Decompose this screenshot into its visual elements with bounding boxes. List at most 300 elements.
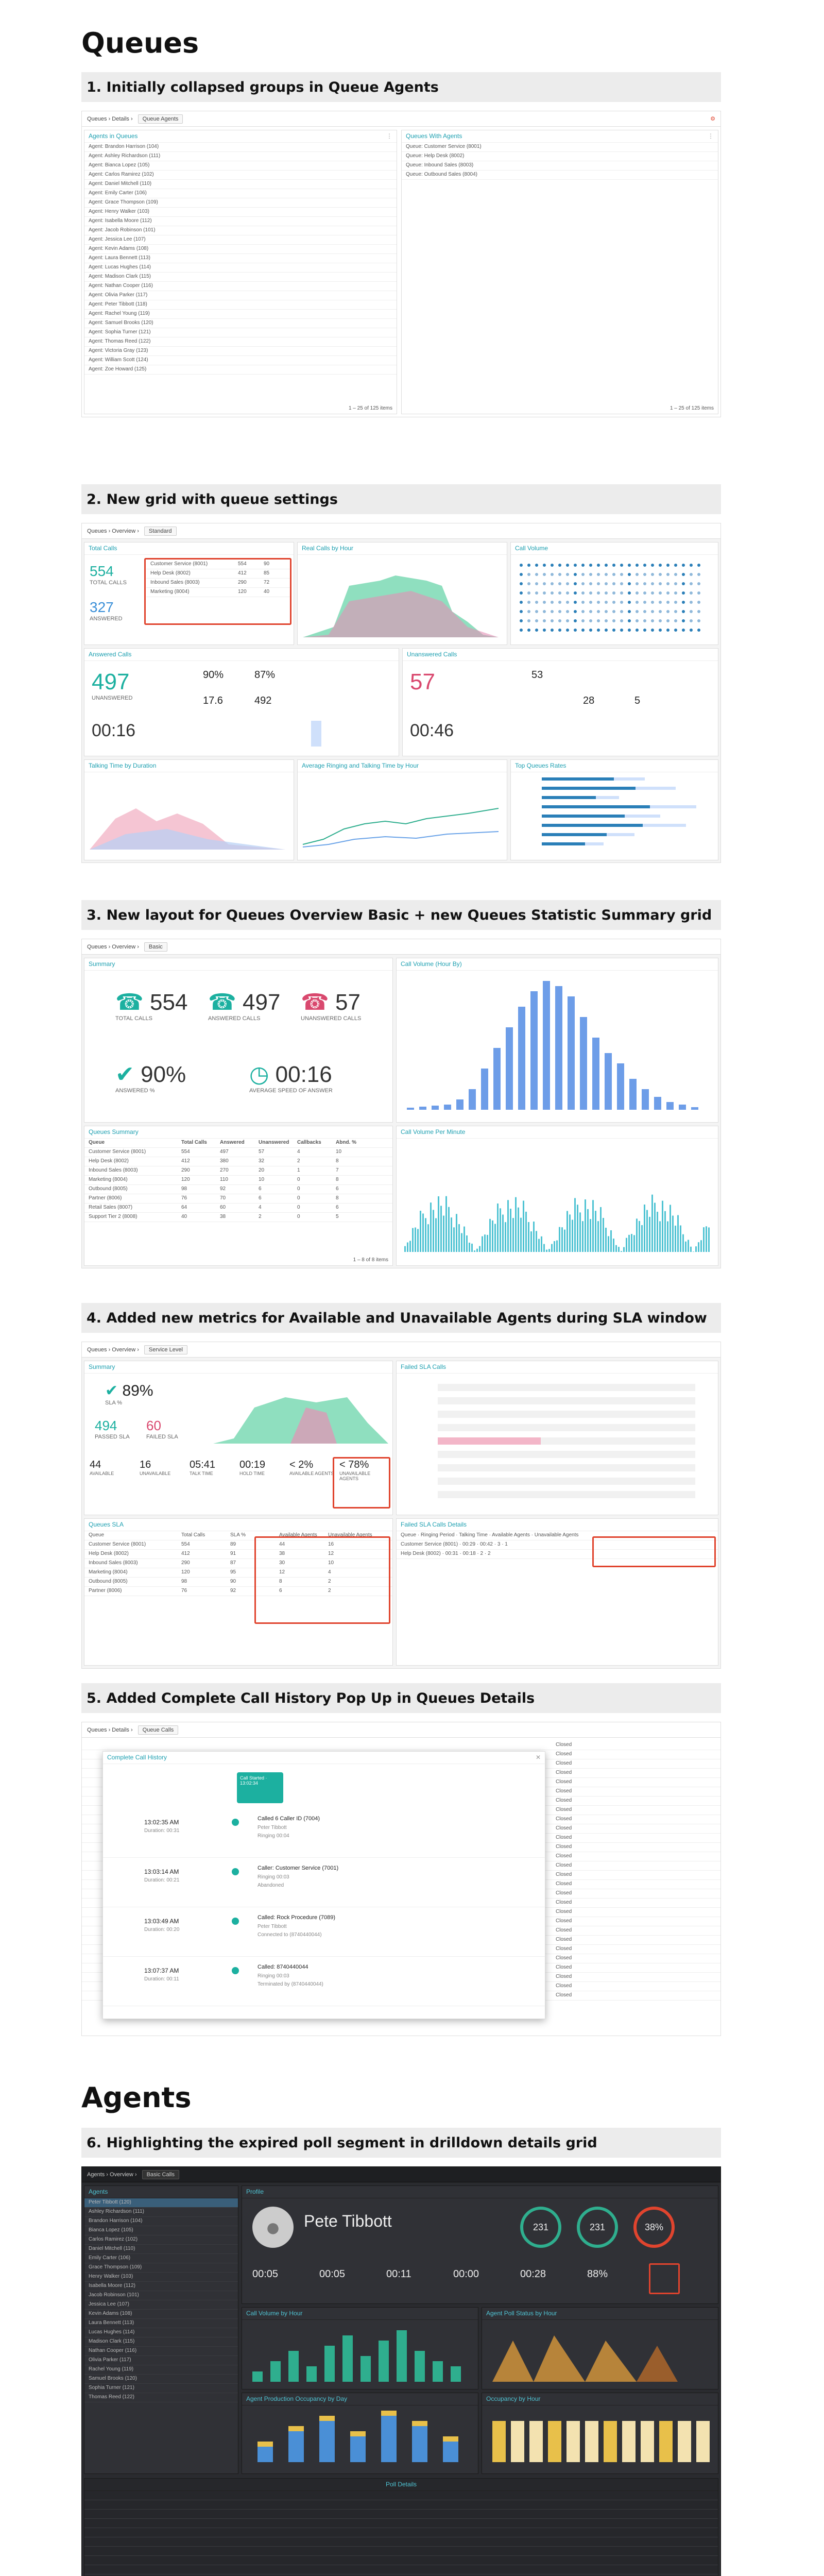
status-cell: Closed <box>556 1798 572 1803</box>
heat-dot <box>620 591 623 595</box>
heat-dot <box>558 582 561 585</box>
minute-bar <box>690 1247 692 1252</box>
agent-group-row[interactable]: Agent: Henry Walker (103) <box>84 208 397 217</box>
heat-dot <box>589 629 592 632</box>
agent-row[interactable]: Isabella Moore (112) <box>84 2282 238 2291</box>
breadcrumb[interactable]: Queues › Overview › <box>87 943 139 950</box>
column-header[interactable]: Total Calls <box>181 1140 207 1145</box>
heat-dot <box>666 629 670 632</box>
cell: 44 <box>279 1541 285 1547</box>
heat-dot <box>666 610 670 613</box>
agent-row[interactable]: Peter Tibbott (120) <box>84 2198 238 2208</box>
metric-tile <box>140 1459 188 1476</box>
heat-dot <box>659 573 662 576</box>
metric-value: 16 <box>140 1459 151 1470</box>
agent-row[interactable]: Grace Thompson (109) <box>84 2263 238 2273</box>
pager[interactable]: 1 – 8 of 8 items <box>353 1257 388 1263</box>
column-header[interactable]: Unanswered <box>259 1140 289 1145</box>
breadcrumb[interactable]: Queues › Overview › <box>87 1346 139 1353</box>
table-row[interactable] <box>84 1194 392 1204</box>
agent-row[interactable]: Brandon Harrison (104) <box>84 2217 238 2226</box>
cell: 0 <box>297 1195 300 1201</box>
pct-answered: 90% <box>203 669 224 681</box>
cell: 8 <box>336 1195 339 1201</box>
minute-bar <box>564 1230 565 1252</box>
grid-header <box>84 1139 392 1148</box>
hour-occupancy <box>585 2421 598 2462</box>
panel-title: Summary <box>89 1363 115 1370</box>
heat-dot <box>574 610 577 613</box>
agent-group-row[interactable]: Agent: William Scott (124) <box>84 356 397 365</box>
heat-dot <box>566 601 569 604</box>
answered-count: 497 <box>92 669 130 694</box>
pager[interactable]: 1 – 25 of 125 items <box>348 405 392 411</box>
entry-line-b: Peter Tibbott <box>258 1825 287 1831</box>
cell: 16 <box>328 1541 334 1547</box>
column-header[interactable]: Callbacks <box>297 1140 321 1145</box>
column-header[interactable]: Answered <box>220 1140 245 1145</box>
agent-group-row[interactable]: Agent: Olivia Parker (117) <box>84 291 397 300</box>
agent-group-row[interactable]: Agent: Brandon Harrison (104) <box>84 143 397 152</box>
answered-calls-panel <box>84 648 399 756</box>
minute-bar <box>592 1200 594 1252</box>
agent-row[interactable]: Madison Clark (115) <box>84 2337 238 2347</box>
breadcrumb[interactable]: Queues › Details › <box>87 115 133 122</box>
cell: Inbound Sales (8003) <box>89 1560 138 1566</box>
agents-in-queues-panel <box>84 130 397 414</box>
heat-dot <box>628 610 631 613</box>
queues-overview-basic <box>81 939 721 1268</box>
background-row <box>82 1741 721 1750</box>
entry-line-b: Ringing 00:03 <box>258 1874 289 1880</box>
minute-bar <box>677 1215 679 1252</box>
minute-bar <box>657 1212 658 1252</box>
avg-wait: 17.6 <box>203 695 223 706</box>
heat-dot <box>597 573 600 576</box>
minute-bar <box>546 1250 547 1252</box>
cell: 85 <box>264 570 270 576</box>
poll-detail-row[interactable] <box>84 2491 718 2500</box>
cell: Outbound (8005) <box>89 1186 128 1192</box>
answered-calls: 497 <box>243 990 281 1015</box>
panel-title: Call Volume by Hour <box>246 2310 303 2317</box>
table-row[interactable] <box>84 1213 392 1222</box>
occupancy-bar <box>288 2431 304 2462</box>
total-calls-panel <box>84 542 294 645</box>
heat-dot <box>666 582 670 585</box>
cell: 4 <box>297 1149 300 1155</box>
minute-bar <box>422 1213 424 1252</box>
agent-row[interactable]: Jacob Robinson (101) <box>84 2291 238 2300</box>
cell: Marketing (8004) <box>89 1569 128 1575</box>
agent-row[interactable]: Ashley Richardson (111) <box>84 2208 238 2217</box>
table-row[interactable] <box>84 1204 392 1213</box>
hour-occupancy <box>529 2421 543 2462</box>
column-header[interactable]: SLA % <box>230 1532 246 1538</box>
agent-group-row[interactable]: Agent: Sophia Turner (121) <box>84 328 397 337</box>
talk-chart <box>84 772 290 858</box>
heat-dot <box>620 610 623 613</box>
breadcrumb[interactable]: Queues › Details › <box>87 1726 133 1733</box>
heat-dot <box>628 601 631 604</box>
minute-bar <box>695 1246 697 1252</box>
heat-dot <box>574 582 577 585</box>
queue-rate-fill <box>542 805 650 808</box>
menu-icon[interactable]: ⋮ <box>386 132 392 140</box>
abandoned: 53 <box>531 669 543 681</box>
check-icon: ✔ <box>105 1382 118 1399</box>
hour-bar <box>617 1063 624 1110</box>
cell: 76 <box>181 1195 187 1201</box>
poll-detail-row[interactable] <box>84 2556 718 2565</box>
status-cell: Closed <box>556 1890 572 1896</box>
metric-tile <box>289 1459 338 1476</box>
agent-row[interactable]: Kevin Adams (108) <box>84 2310 238 2319</box>
agent-row[interactable]: Carlos Ramirez (102) <box>84 2235 238 2245</box>
summary-panel <box>84 958 393 1123</box>
timeline-dot <box>232 1918 239 1925</box>
minute-bar <box>520 1218 522 1252</box>
entry-time: 13:03:14 AM <box>144 1868 179 1875</box>
cell: 72 <box>264 580 270 585</box>
agent-group-row[interactable]: Agent: Carlos Ramirez (102) <box>84 171 397 180</box>
heat-dot <box>659 610 662 613</box>
table-row[interactable] <box>84 1166 392 1176</box>
heat-dot <box>674 573 677 576</box>
history-entry[interactable] <box>103 1858 545 1907</box>
hour-occupancy <box>659 2421 673 2462</box>
menu-icon[interactable]: ⋮ <box>708 132 714 140</box>
minute-bar <box>582 1221 583 1252</box>
agent-group-row[interactable]: Agent: Grace Thompson (109) <box>84 198 397 208</box>
entry-time: 13:07:37 AM <box>144 1967 179 1974</box>
status-cell: Closed <box>556 1835 572 1840</box>
minute-bar <box>644 1205 645 1252</box>
entry-time: 13:03:49 AM <box>144 1918 179 1925</box>
minute-bar <box>518 1208 519 1252</box>
heat-dot <box>605 564 608 567</box>
column-header[interactable]: Abnd. % <box>336 1140 356 1145</box>
volume-bar <box>379 2341 389 2382</box>
status-cell: Closed <box>556 1742 572 1748</box>
occupancy-top <box>412 2421 427 2426</box>
cell: 2 <box>328 1579 331 1584</box>
call-volume-hour-panel <box>242 2307 478 2389</box>
hour-bar <box>407 1108 414 1110</box>
dialog-title: Poll Details <box>385 2481 417 2488</box>
agent-group-row[interactable]: Agent: Emily Carter (106) <box>84 189 397 198</box>
heat-dot <box>535 573 538 576</box>
agent-row[interactable]: Jessica Lee (107) <box>84 2300 238 2310</box>
unanswered-label: UNANSWERED CALLS <box>301 1015 362 1022</box>
cell: 40 <box>181 1214 187 1219</box>
queue-group-row[interactable]: Queue: Inbound Sales (8003) <box>402 161 718 171</box>
status-cell: Closed <box>556 1862 572 1868</box>
panel-title: Agent Poll Status by Hour <box>486 2310 557 2317</box>
occupancy-top <box>288 2426 304 2431</box>
volume-bar <box>270 2361 281 2382</box>
agent-group-row[interactable]: Agent: Laura Bennett (113) <box>84 254 397 263</box>
poll-detail-row[interactable] <box>84 2547 718 2556</box>
minute-bar <box>597 1221 599 1252</box>
column-header[interactable]: Queue <box>89 1140 105 1145</box>
minute-bar <box>415 1228 416 1252</box>
history-entry[interactable] <box>103 1957 545 2006</box>
minute-bar <box>523 1200 524 1252</box>
agent-row[interactable]: Thomas Reed (122) <box>84 2393 238 2402</box>
agent-row[interactable]: Emily Carter (106) <box>84 2254 238 2263</box>
hour-bar <box>419 1107 426 1110</box>
agent-row[interactable]: Sophia Turner (121) <box>84 2384 238 2393</box>
poll-detail-row[interactable] <box>84 2500 718 2510</box>
agent-group-row[interactable]: Agent: Ashley Richardson (111) <box>84 152 397 161</box>
metric-label: TALK TIME <box>190 1471 213 1476</box>
heat-dot <box>659 601 662 604</box>
poll-detail-row[interactable] <box>84 2537 718 2547</box>
agent-group-row[interactable]: Agent: Daniel Mitchell (110) <box>84 180 397 189</box>
cell: 120 <box>181 1569 190 1575</box>
heat-dot <box>558 573 561 576</box>
agent-group-row[interactable]: Agent: Kevin Adams (108) <box>84 245 397 254</box>
cell: 554 <box>181 1541 190 1547</box>
minute-bar <box>693 1251 694 1252</box>
poll-detail-row[interactable] <box>84 2510 718 2519</box>
agent-group-row[interactable]: Agent: Jacob Robinson (101) <box>84 226 397 235</box>
heat-dot <box>651 573 654 576</box>
status-cell: Closed <box>556 1853 572 1859</box>
cell: Inbound Sales (8003) <box>89 1167 138 1173</box>
minute-bar <box>512 1218 514 1252</box>
cell: 0 <box>297 1214 300 1219</box>
agent-row[interactable]: Laura Bennett (113) <box>84 2319 238 2328</box>
panel-title: Average Ringing and Talking Time by Hour <box>302 762 419 769</box>
minute-bar <box>613 1239 614 1252</box>
heat-dot <box>651 564 654 567</box>
heat-dot <box>605 601 608 604</box>
queue-rate-fill <box>542 777 614 781</box>
heat-dot <box>589 591 592 595</box>
call-start-badge: Call Started · 13:02:34 <box>237 1772 283 1803</box>
row-bg <box>438 1464 695 1471</box>
heat-dot <box>520 610 523 613</box>
minute-bar <box>603 1218 604 1252</box>
view-select[interactable]: Standard <box>144 527 177 536</box>
agent-group-row[interactable]: Agent: Samuel Brooks (120) <box>84 319 397 328</box>
heat-dot <box>636 573 639 576</box>
heat-dot <box>682 610 685 613</box>
agent-row[interactable]: Lucas Hughes (114) <box>84 2328 238 2337</box>
highlight-expired <box>649 2263 680 2294</box>
minute-bar <box>631 1234 632 1252</box>
failed-label: FAILED SLA <box>146 1434 178 1440</box>
hour-bar <box>432 1106 439 1110</box>
occupancy-bars <box>242 2405 478 2471</box>
sla-summary-panel <box>84 1361 393 1515</box>
entry-line-a: Called: Rock Procedure (7089) <box>258 1914 336 1921</box>
agent-group-row[interactable]: Agent: Nathan Cooper (116) <box>84 282 397 291</box>
cell: 110 <box>220 1177 228 1182</box>
section-4-title: 4. Added new metrics for Available and Unavailable Agents during SLA window <box>81 1303 721 1333</box>
queue-rate-fill <box>542 842 585 845</box>
agent-group-row[interactable]: Agent: Isabella Moore (112) <box>84 217 397 226</box>
minute-bar <box>440 1206 442 1252</box>
poll-detail-row[interactable] <box>84 2519 718 2528</box>
minute-bar <box>662 1201 663 1252</box>
heat-dot <box>543 619 546 622</box>
volume-bar <box>288 2351 299 2382</box>
cell: 30 <box>279 1560 285 1566</box>
minute-bar <box>636 1218 638 1252</box>
hour-bar <box>444 1105 451 1110</box>
heat-dot <box>605 582 608 585</box>
heat-dot <box>697 629 700 632</box>
clock-icon: ◷ <box>249 1062 269 1087</box>
agent-group-row[interactable]: Agent: Lucas Hughes (114) <box>84 263 397 273</box>
minute-bar <box>409 1241 411 1252</box>
timeline-dot <box>232 1868 239 1875</box>
agent-group-row[interactable]: Agent: Zoe Howard (125) <box>84 365 397 375</box>
column-header[interactable]: Unavailable Agents <box>328 1532 372 1538</box>
view-select[interactable]: Basic Calls <box>142 2170 179 2179</box>
history-entry[interactable] <box>103 1907 545 1957</box>
volume-bar <box>451 2366 461 2382</box>
entry-line-b: Peter Tibbott <box>258 1924 287 1929</box>
cell: 89 <box>230 1541 236 1547</box>
close-icon[interactable]: ✕ <box>535 1754 541 1761</box>
hourly-bars <box>397 971 716 1120</box>
column-header[interactable]: Available Agents <box>279 1532 317 1538</box>
minute-bar <box>515 1197 517 1252</box>
queue-group-row[interactable]: Queue: Help Desk (8002) <box>402 152 718 161</box>
cell: Inbound Sales (8003) <box>150 580 200 585</box>
poll-detail-row[interactable] <box>84 2528 718 2537</box>
heat-dot <box>690 601 693 604</box>
heat-dot <box>674 582 677 585</box>
heat-dot <box>605 610 608 613</box>
agent-group-row[interactable]: Agent: Rachel Young (119) <box>84 310 397 319</box>
cell: Customer Service (8001) <box>150 561 208 567</box>
view-select[interactable]: Queue Calls <box>138 1725 179 1735</box>
heat-dot <box>690 591 693 595</box>
agent-group-row[interactable]: Agent: Madison Clark (115) <box>84 273 397 282</box>
cell: Help Desk (8002) <box>89 1158 129 1164</box>
panel-title: Unanswered Calls <box>407 651 457 658</box>
heat-dot <box>620 629 623 632</box>
hour-bar <box>629 1079 637 1110</box>
minute-bar <box>600 1207 602 1252</box>
table-row[interactable] <box>84 1157 392 1166</box>
panel-title: Failed SLA Calls Details <box>401 1521 467 1528</box>
heat-dot <box>551 573 554 576</box>
agent-group-row[interactable]: Agent: Peter Tibbott (118) <box>84 300 397 310</box>
breadcrumb[interactable]: Queues › Overview › <box>87 528 139 534</box>
heat-dot <box>535 629 538 632</box>
panel-title: Total Calls <box>89 545 117 552</box>
heat-dot <box>636 582 639 585</box>
sla-pct-label: SLA % <box>105 1400 123 1406</box>
agent-row[interactable]: Daniel Mitchell (110) <box>84 2245 238 2254</box>
agent-row[interactable]: Olivia Parker (117) <box>84 2356 238 2365</box>
total-calls: 554 <box>150 990 188 1015</box>
heat-dot <box>597 601 600 604</box>
minute-bar <box>538 1239 540 1252</box>
cell: Marketing (8004) <box>150 589 190 595</box>
agent-row[interactable]: Bianca Lopez (105) <box>84 2226 238 2235</box>
minute-bar <box>590 1219 591 1252</box>
history-entry[interactable] <box>103 1808 545 1858</box>
pct-sla: 87% <box>254 669 276 681</box>
entry-duration: Duration: 00:21 <box>144 1877 180 1883</box>
breadcrumb[interactable]: Agents › Overview › <box>87 2171 137 2178</box>
view-select[interactable]: Basic <box>144 942 167 952</box>
view-select[interactable]: Queue Agents <box>138 114 183 124</box>
poll-detail-row[interactable] <box>84 2565 718 2574</box>
minute-bar <box>476 1249 478 1252</box>
minute-bar <box>445 1196 447 1252</box>
pager[interactable]: 1 – 25 of 125 items <box>670 405 714 411</box>
heat-dot <box>697 582 700 585</box>
settings-icon[interactable]: ⚙ <box>710 116 715 122</box>
status-cell: Closed <box>556 1955 572 1961</box>
status-cell: Closed <box>556 1779 572 1785</box>
heat-dot <box>527 619 530 622</box>
heat-dot <box>566 573 569 576</box>
queue-agents-screenshot <box>81 111 721 417</box>
cell: 412 <box>181 1158 190 1164</box>
highlight-agents-fields <box>592 1536 716 1567</box>
popup-title: Complete Call History <box>107 1754 167 1761</box>
timeout: 28 <box>583 695 595 706</box>
minute-bar <box>608 1236 609 1252</box>
queues-summary-grid <box>84 1126 393 1266</box>
view-select[interactable]: Service Level <box>144 1345 187 1354</box>
table-row[interactable] <box>84 1148 392 1157</box>
heat-dot <box>597 564 600 567</box>
agent-group-row[interactable]: Agent: Victoria Gray (123) <box>84 347 397 356</box>
heat-dot <box>659 591 662 595</box>
column-header[interactable]: Queue <box>89 1532 105 1538</box>
agent-row[interactable]: Henry Walker (103) <box>84 2273 238 2282</box>
heat-dot <box>581 629 585 632</box>
answered-pct-label: ANSWERED % <box>115 1088 155 1094</box>
heat-dot <box>643 582 646 585</box>
agent-group-row[interactable]: Agent: Jessica Lee (107) <box>84 235 397 245</box>
passed-sla: 494 <box>95 1418 117 1433</box>
table-row[interactable] <box>84 1176 392 1185</box>
agent-group-row[interactable]: Agent: Bianca Lopez (105) <box>84 161 397 171</box>
agent-row[interactable]: Nathan Cooper (116) <box>84 2347 238 2356</box>
hour-bar <box>456 1099 464 1110</box>
minute-bar <box>482 1236 483 1252</box>
queue-group-row[interactable]: Queue: Outbound Sales (8004) <box>402 171 718 180</box>
agent-group-row[interactable]: Agent: Thomas Reed (122) <box>84 337 397 347</box>
table-row[interactable] <box>84 1185 392 1194</box>
agent-row[interactable]: Rachel Young (119) <box>84 2365 238 2375</box>
queue-group-row[interactable]: Queue: Customer Service (8001) <box>402 143 718 152</box>
minute-bar <box>453 1227 455 1252</box>
entry-duration: Duration: 00:11 <box>144 1976 179 1982</box>
agent-row[interactable]: Samuel Brooks (120) <box>84 2375 238 2384</box>
avg-abandon: 00:46 <box>410 721 454 740</box>
status-cell: Closed <box>556 1770 572 1775</box>
minute-bar <box>626 1238 627 1252</box>
metric-label: AVAILABLE <box>90 1471 114 1476</box>
heat-dot <box>666 564 670 567</box>
column-header[interactable]: Total Calls <box>181 1532 205 1538</box>
cell: 40 <box>264 589 270 595</box>
heat-dot <box>674 629 677 632</box>
total-calls-label: TOTAL CALLS <box>115 1015 152 1022</box>
